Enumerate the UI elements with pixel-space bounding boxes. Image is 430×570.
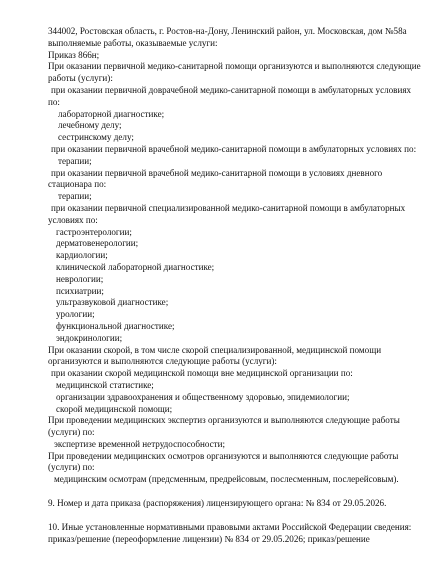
section-expertise-cont: (услуги) по: bbox=[48, 427, 95, 438]
list-item: клинической лабораторной диагностике; bbox=[56, 261, 215, 272]
list-item: терапии; bbox=[58, 155, 92, 166]
section-emergency: При оказании скорой, в том числе скорой специализированной, медицинской помощи bbox=[48, 344, 382, 355]
section-emergency-cont: организуются и выполняются следующие работы (услуги): bbox=[48, 356, 277, 367]
list-item: урологии; bbox=[56, 309, 95, 320]
list-item: дерматовенерологии; bbox=[56, 238, 139, 249]
list-item: функциональной диагностике; bbox=[56, 320, 175, 331]
list-item: медицинским осмотрам (предсменным, предрейсовым, послесменным, послерейсовым). bbox=[54, 474, 399, 485]
list-item: сестринскому делу; bbox=[58, 132, 134, 143]
subsection-day-hospital-cont: стационара по: bbox=[48, 179, 107, 190]
subsection-specialized: при оказании первичной специализированной медико-санитарной помощи в амбулаторных bbox=[51, 202, 406, 213]
address-line: 344002, Ростовская область, г. Ростов-на-Дону, Ленинский район, ул. Московская, дом №58а bbox=[48, 26, 407, 36]
section-primary-care: При оказании первичной медико-санитарной помощи организуются и выполняются следующие bbox=[48, 61, 421, 72]
list-item: психиатрии; bbox=[56, 285, 104, 296]
section-primary-care-cont: работы (услуги): bbox=[48, 73, 113, 84]
list-item: гастроэнтерологии; bbox=[56, 226, 132, 237]
list-item: ультразвуковой диагностике; bbox=[56, 297, 169, 308]
item-10-detail: приказ/решение (переоформление лицензии) № 834 от 29.05.2026; приказ/решение bbox=[48, 533, 370, 544]
item-10-heading: 10. Иные установленные нормативными правовыми актами Российской Федерации сведения: bbox=[48, 521, 412, 532]
list-item: неврологии; bbox=[56, 273, 104, 284]
list-item: кардиологии; bbox=[56, 250, 108, 261]
subsection-emergency-outside: при оказании скорой медицинской помощи вне медицинской организации по: bbox=[51, 368, 353, 379]
list-item: лечебному делу; bbox=[58, 120, 122, 131]
item-9-order-number: 9. Номер и дата приказа (распоряжения) лицензирующего органа: № 834 от 29.05.2026. bbox=[48, 498, 387, 509]
subsection-day-hospital: при оказании первичной врачебной медико-санитарной помощи в условиях дневного bbox=[51, 167, 383, 178]
list-item: терапии; bbox=[58, 191, 92, 202]
services-heading: выполняемые работы, оказываемые услуги: bbox=[48, 37, 218, 48]
spacer bbox=[48, 486, 412, 498]
list-item: экспертизе временной нетрудоспособности; bbox=[54, 438, 226, 449]
subsection-specialized-cont: условиях по: bbox=[48, 214, 98, 225]
spacer bbox=[48, 510, 412, 522]
list-item: скорой медицинской помощи; bbox=[56, 403, 173, 414]
list-item: медицинской статистике; bbox=[56, 379, 154, 390]
section-examinations-cont: (услуги) по: bbox=[48, 462, 95, 473]
list-item: лабораторной диагностике; bbox=[58, 108, 165, 119]
order-reference: Приказ 866н; bbox=[48, 49, 100, 60]
section-expertise: При проведении медицинских экспертиз организуются и выполняются следующие работы bbox=[48, 415, 400, 426]
list-item: организации здравоохранения и общественному здоровью, эпидемиологии; bbox=[56, 391, 350, 402]
list-item: эндокринологии; bbox=[56, 332, 123, 343]
subsection-vrach: при оказании первичной врачебной медико-санитарной помощи в амбулаторных условиях по: bbox=[51, 143, 417, 154]
section-examinations: При проведении медицинских осмотров организуются и выполняются следующие работы bbox=[48, 450, 399, 461]
subsection-prevrach-cont: по: bbox=[48, 96, 60, 107]
subsection-prevrach: при оказании первичной доврачебной медико-санитарной помощи в амбулаторных условиях bbox=[51, 84, 412, 95]
